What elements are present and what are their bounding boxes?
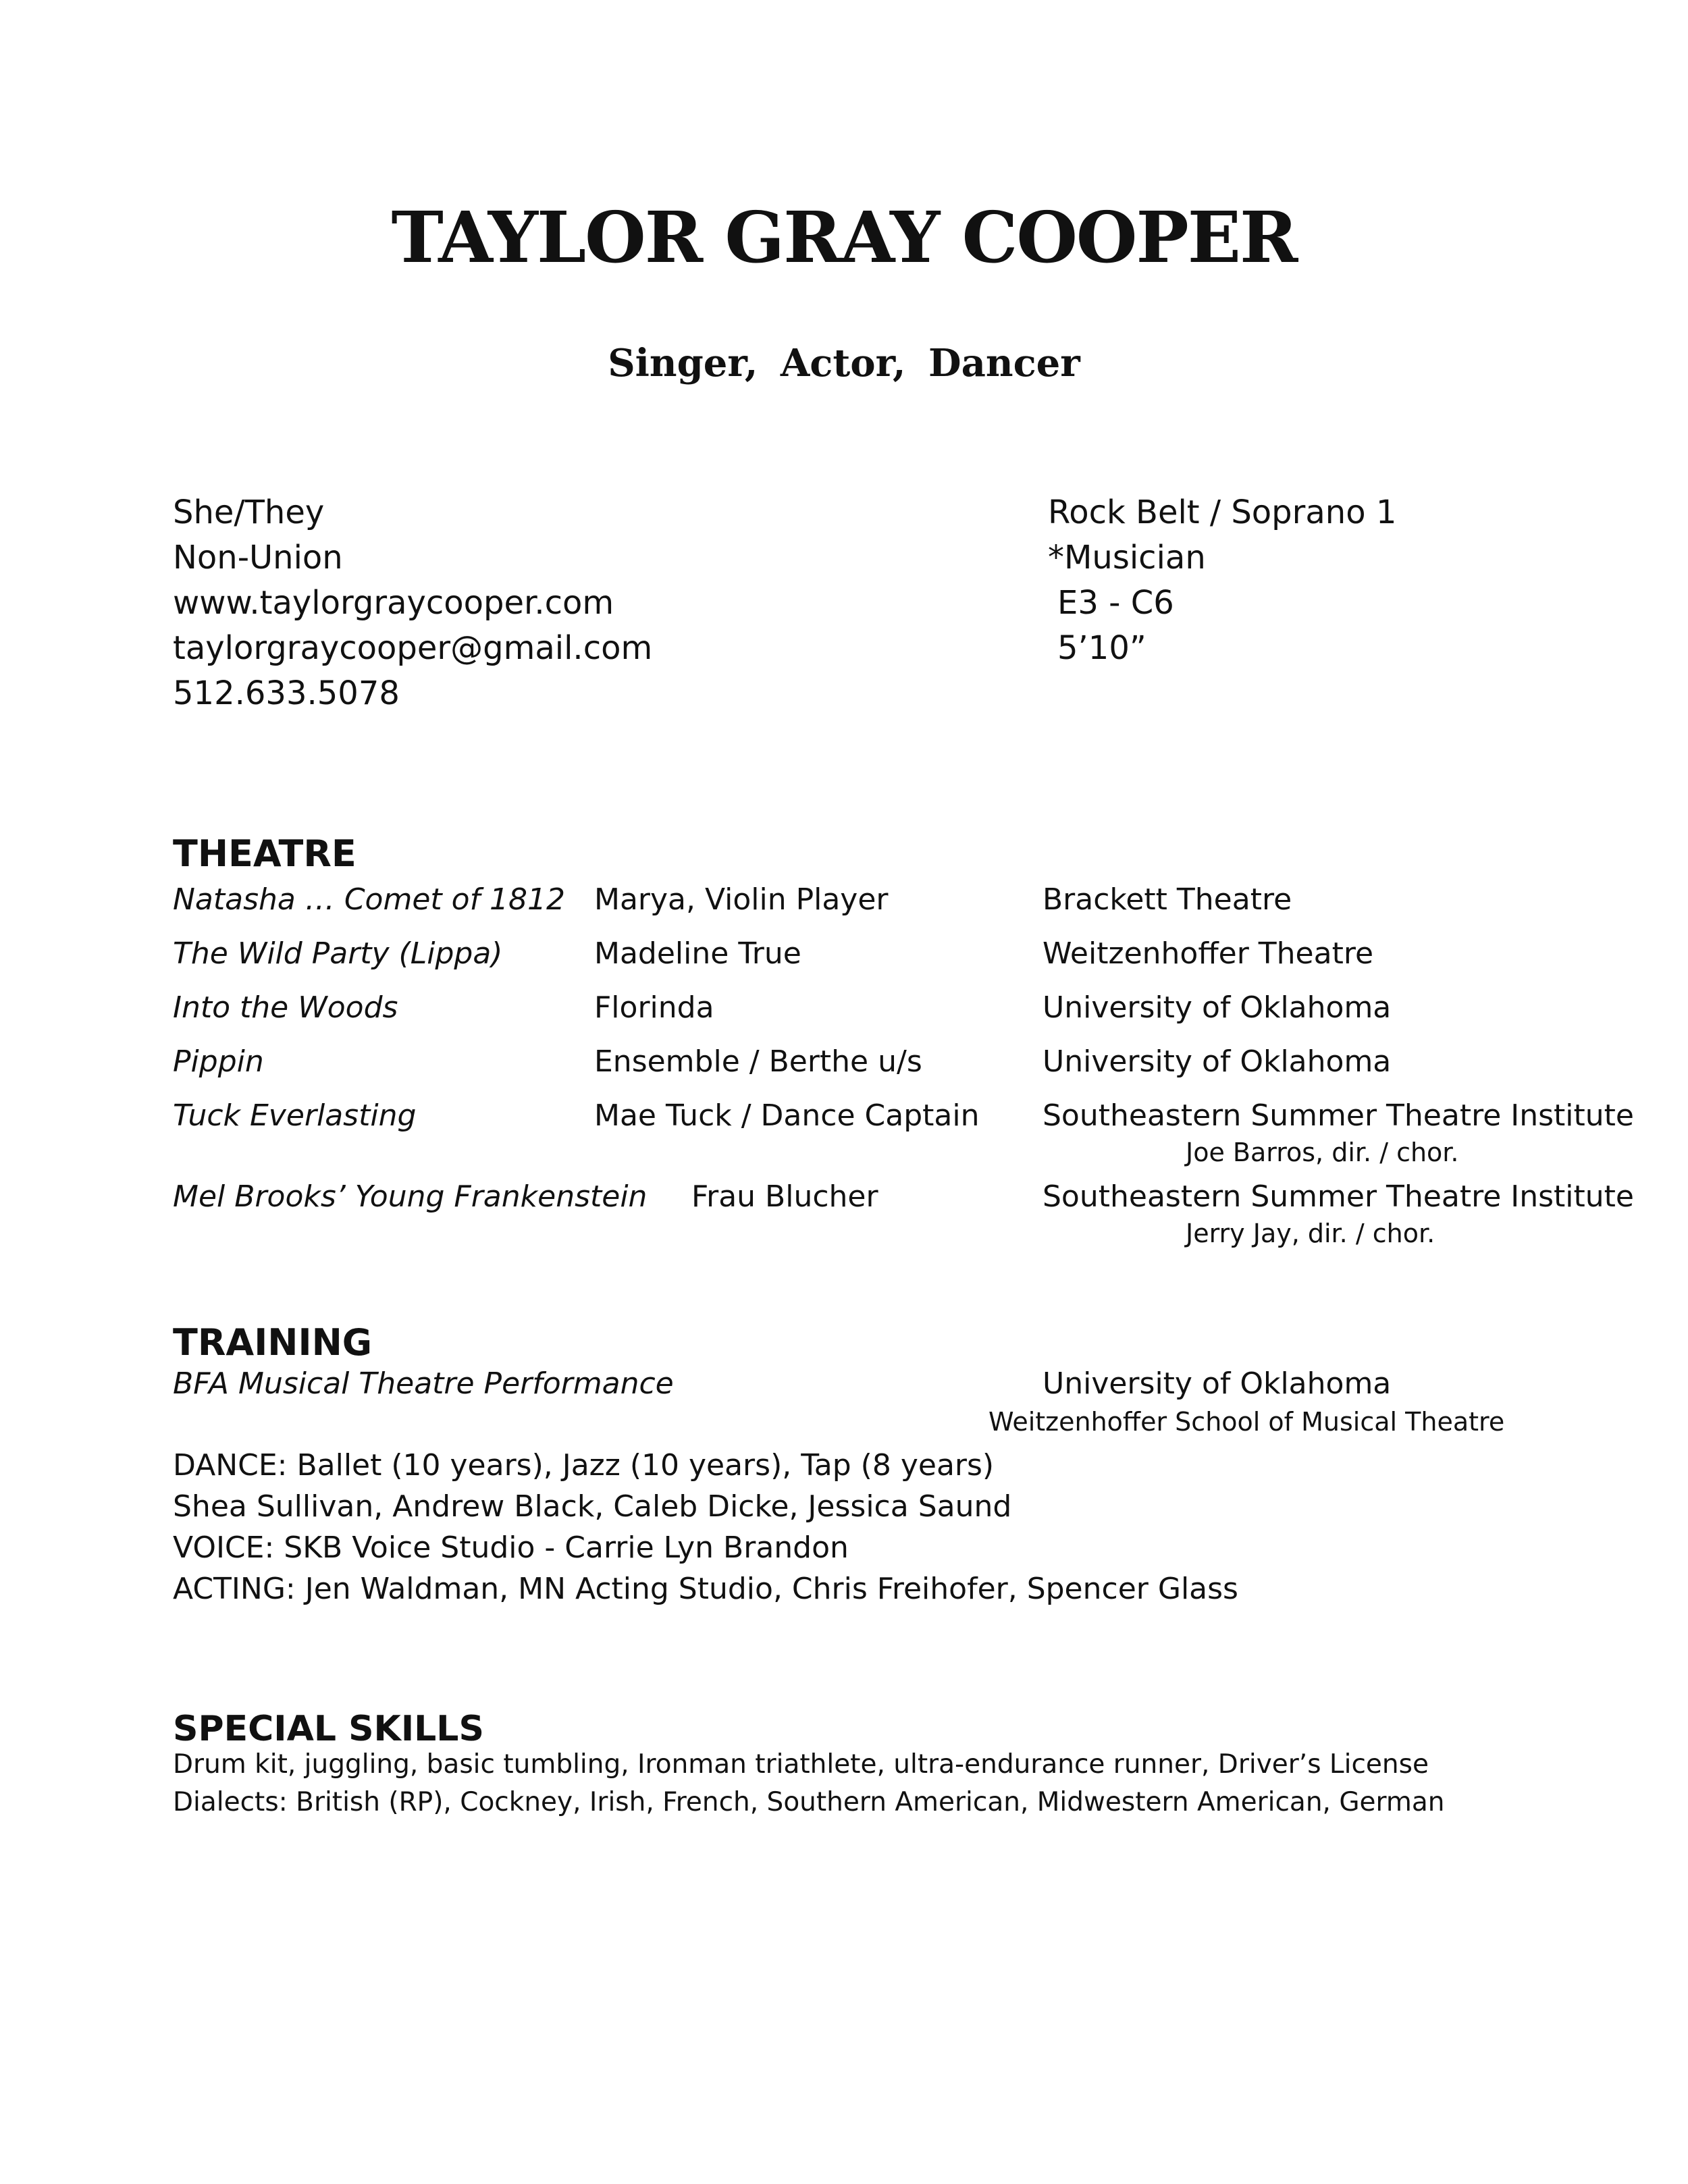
credit-row (173, 989, 1658, 1043)
venue: Brackett Theatre (1043, 882, 1292, 917)
credit-row (173, 881, 1658, 935)
role: Frau Blucher (691, 1179, 878, 1214)
director-credit: Jerry Jay, dir. / chor. (1186, 1219, 1435, 1248)
venue: Southeastern Summer Theatre Institute (1043, 1179, 1634, 1214)
tagline: Singer, Actor, Dancer (608, 341, 1080, 385)
skills-list (173, 1746, 1445, 1821)
dance-teachers: Shea Sullivan, Andrew Black, Caleb Dicke, Jessica Saund (173, 1489, 1012, 1524)
dialects-line: Dialects: British (RP), Cockney, Irish, French, Southern American, Midwestern American, German (173, 1787, 1445, 1817)
credit-row (173, 935, 1658, 989)
contact-info (173, 490, 652, 716)
role: Madeline True (594, 936, 801, 971)
voice-type: Rock Belt / Soprano 1 (1048, 494, 1397, 531)
theatre-credits (173, 881, 1658, 1259)
show-title: The Wild Party (Lippa) (173, 936, 503, 971)
musician-note: *Musician (1048, 539, 1206, 577)
vocal-range: E3 - C6 (1057, 584, 1174, 622)
venue: Weitzenhoffer Theatre (1043, 936, 1374, 971)
email-link[interactable]: taylorgraycooper@gmail.com (173, 629, 653, 667)
theatre-heading: THEATRE (173, 832, 357, 875)
role: Ensemble / Berthe u/s (594, 1044, 922, 1079)
venue: University of Oklahoma (1043, 990, 1392, 1025)
dance-training: DANCE: Ballet (10 years), Jazz (10 years), Tap (8 years) (173, 1448, 995, 1483)
school-subtitle-row (173, 1406, 1658, 1445)
acting-training: ACTING: Jen Waldman, MN Acting Studio, Chris Freihofer, Spencer Glass (173, 1572, 1238, 1606)
theatre-heading-wrap (173, 832, 357, 875)
degree-row (173, 1365, 1658, 1406)
school-name: University of Oklahoma (1043, 1366, 1392, 1401)
show-title: Into the Woods (173, 990, 398, 1025)
degree-program: BFA Musical Theatre Performance (173, 1366, 674, 1401)
skills-heading-wrap (173, 1711, 484, 1747)
show-title: Tuck Everlasting (173, 1098, 417, 1133)
skills-heading: SPECIAL SKILLS (173, 1709, 484, 1749)
phone-number: 512.633.5078 (173, 674, 400, 712)
training-heading: TRAINING (173, 1321, 373, 1364)
director-credit: Joe Barros, dir. / chor. (1186, 1138, 1459, 1167)
venue: Southeastern Summer Theatre Institute (1043, 1098, 1634, 1133)
pronouns: She/They (173, 494, 325, 531)
show-title: Mel Brooks’ Young Frankenstein (173, 1179, 648, 1214)
performer-name: TAYLOR GRAY COOPER (391, 196, 1297, 279)
show-title: Pippin (173, 1044, 264, 1079)
role: Marya, Violin Player (594, 882, 889, 917)
training-list (173, 1445, 1658, 1609)
show-title: Natasha … Comet of 1812 (173, 882, 566, 917)
role: Florinda (594, 990, 714, 1025)
union-status: Non-Union (173, 539, 343, 577)
venue: University of Oklahoma (1043, 1044, 1392, 1079)
voice-training: VOICE: SKB Voice Studio - Carrie Lyn Brandon (173, 1530, 849, 1565)
website-link[interactable]: www.taylorgraycooper.com (173, 584, 614, 622)
credit-row (173, 1097, 1658, 1178)
credit-row (173, 1178, 1658, 1259)
training-heading-wrap (173, 1321, 373, 1364)
school-subtitle: Weitzenhoffer School of Musical Theatre (988, 1407, 1505, 1437)
training-details (173, 1365, 1658, 1609)
height: 5’10” (1057, 629, 1146, 667)
role: Mae Tuck / Dance Captain (594, 1098, 980, 1133)
vocal-stats (1048, 490, 1396, 671)
credit-row (173, 1043, 1658, 1097)
skills-line: Drum kit, juggling, basic tumbling, Ironman triathlete, ultra-endurance runner, Driver’s License (173, 1749, 1429, 1780)
